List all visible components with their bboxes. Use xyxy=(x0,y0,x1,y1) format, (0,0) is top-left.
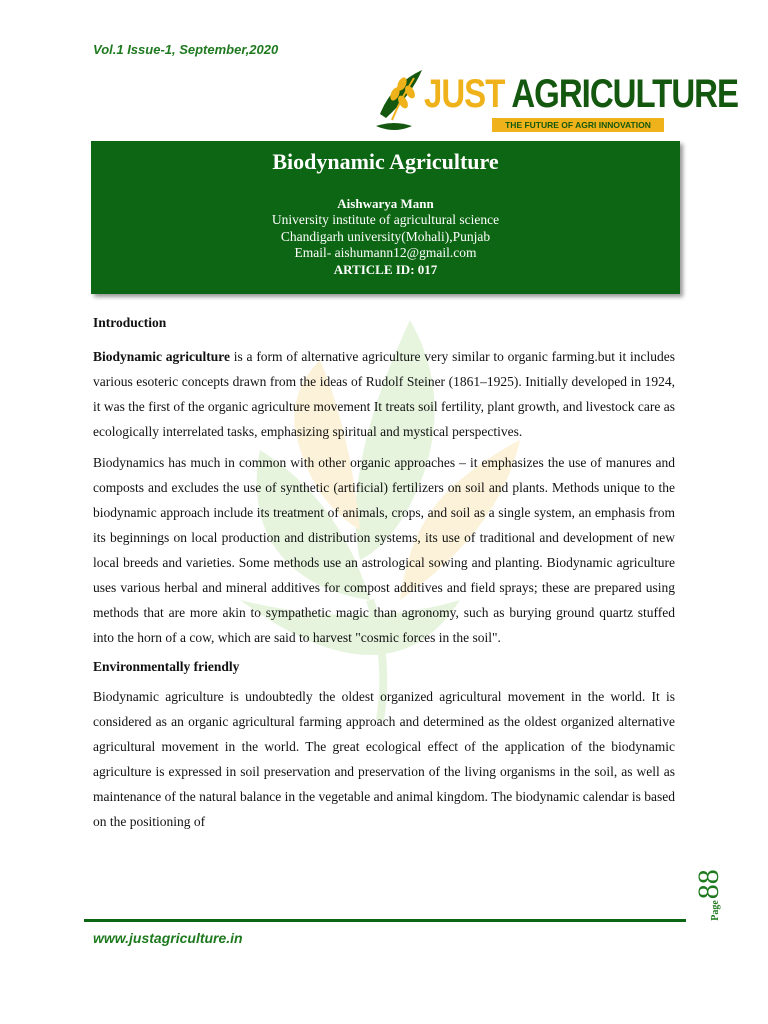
bold-term: Biodynamic agriculture xyxy=(93,349,231,364)
page-number-value: 88 xyxy=(692,869,725,900)
volume-issue-label: Vol.1 Issue-1, September,2020 xyxy=(93,42,279,57)
article-header-box xyxy=(91,141,680,294)
page-number xyxy=(692,869,762,921)
logo-just: JUST xyxy=(424,71,505,116)
footer-website-link[interactable]: www.justagriculture.in xyxy=(93,930,243,946)
affiliation-line-2: Chandigarh university(Mohali),Punjab xyxy=(280,228,491,244)
article-id: ARTICLE ID: 017 xyxy=(333,261,438,277)
page-word: Page xyxy=(710,900,721,921)
logo-agriculture: AGRICULTURE xyxy=(511,71,739,116)
author-email: Email- aishumann12@gmail.com xyxy=(294,245,477,260)
author-name: Aishwarya Mann xyxy=(337,196,434,211)
paragraph-environment: Biodynamic agriculture is undoubtedly the oldest organized agricultural movement in the world. It is considered as an organic agricultural farming approach and determined as the oldest organized alternative agricultural movement in the world. The great ecological effect of the application of the biodynamic agriculture is expressed in soil preservation and preservation of the living organisms in the soil, as well as maintenance of the natural balance in the vegetable and animal kingdom. The biodynamic calendar is based on the positioning of xyxy=(93,689,675,829)
paragraph-intro xyxy=(93,344,675,444)
logo-tagline: THE FUTURE OF AGRI INNOVATION xyxy=(492,118,664,132)
paragraph-intro-text: is a form of alternative agriculture very similar to organic farming.but it includes various esoteric concepts drawn from the ideas of Rudolf Steiner (1861–1925). Initially developed in 1924, it was the first of the organic agriculture movement It treats soil fertility, plant growth, and livestock care as ecologically interrelated tasks, emphasizing spiritual and mystical perspectives. xyxy=(93,349,675,439)
section-heading-environment: Environmentally friendly xyxy=(93,659,240,674)
wheat-leaf-icon xyxy=(372,64,432,134)
logo-wordmark xyxy=(424,70,738,118)
article-title: Biodynamic Agriculture xyxy=(272,149,499,174)
affiliation-line-1: University institute of agricultural science xyxy=(271,212,500,227)
footer-divider xyxy=(84,919,686,922)
journal-logo xyxy=(372,64,739,134)
article-body xyxy=(93,312,675,840)
section-heading-introduction: Introduction xyxy=(93,315,167,330)
paragraph-biodynamics: Biodynamics has much in common with other organic approaches – it emphasizes the use of manures and composts and excludes the use of synthetic (artificial) fertilizers on soil and plants. Methods unique to the biodynamic approach include its treatment of animals, crops, and soil as a single system, an emphasis from its beginnings on local production and distribution systems, its use of traditional and development of new local breeds and varieties. Some methods use an astrological sowing and planting. Biodynamic agriculture uses various herbal and mineral additives for compost additives and field sprays; these are prepared using methods that are more akin to sympathetic magic than agronomy, such as burying ground quartz stuffed into the horn of a cow, which are said to harvest "cosmic forces in the soil". xyxy=(93,455,675,645)
